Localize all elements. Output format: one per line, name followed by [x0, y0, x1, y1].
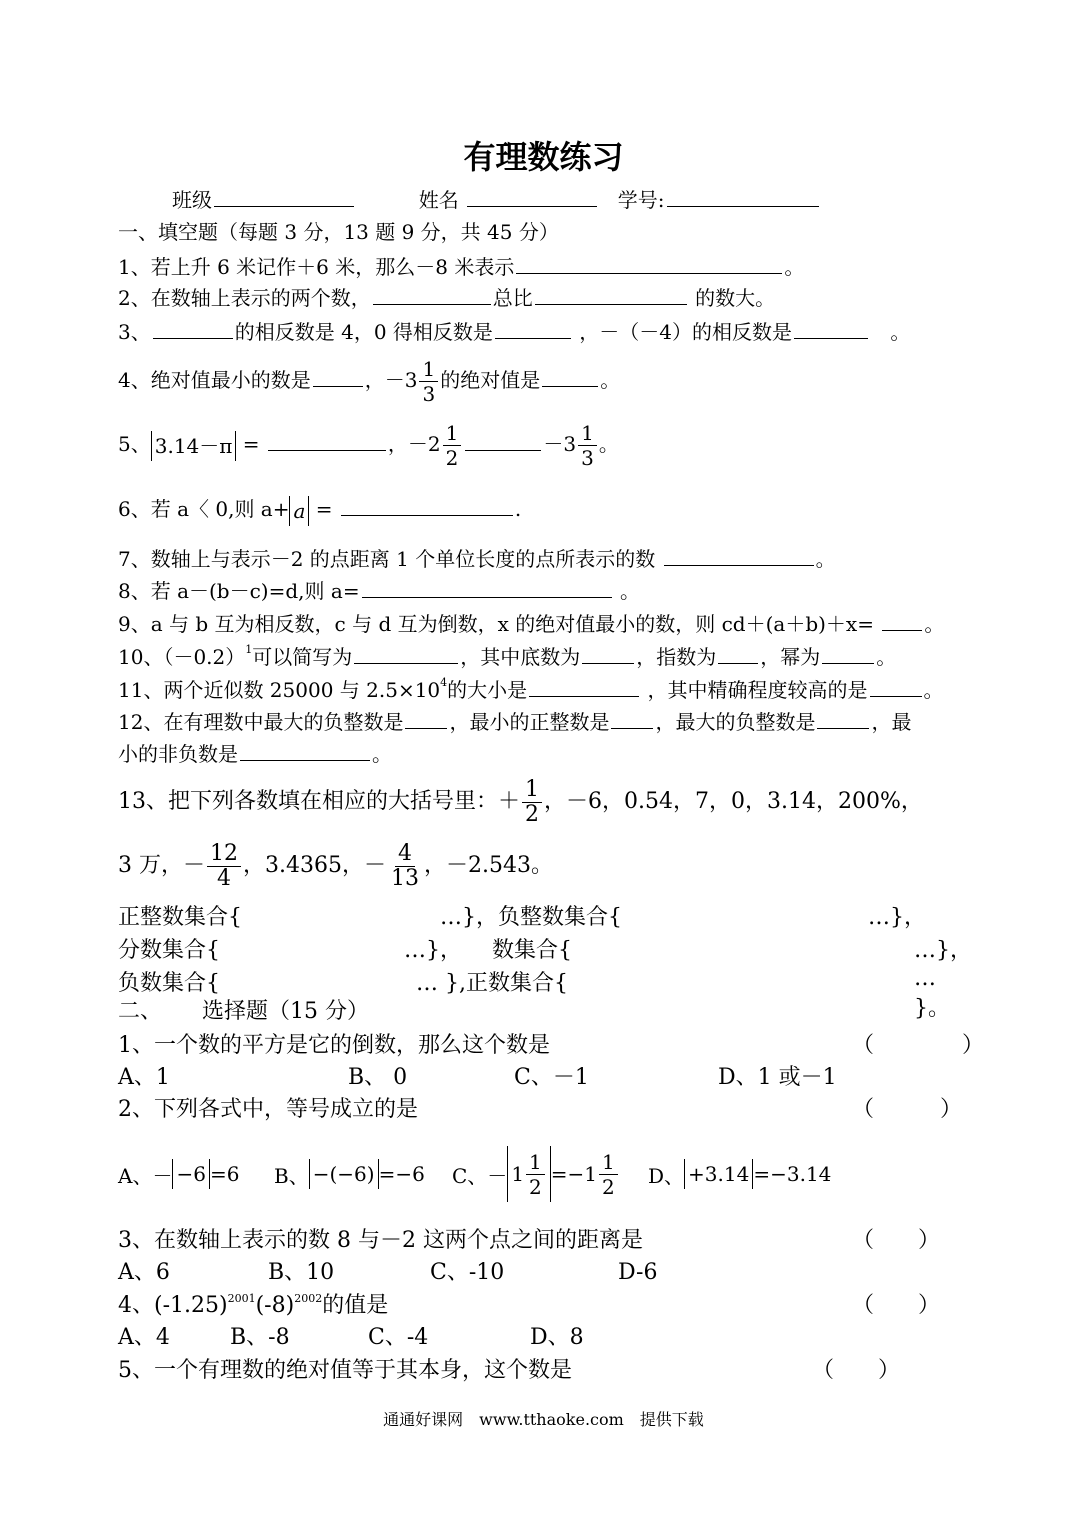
number-set[interactable]: 数集合{	[492, 938, 572, 963]
answer-blank[interactable]	[535, 284, 687, 305]
absolute-value: 3.14－π	[151, 431, 237, 461]
choice-2-options	[118, 1144, 858, 1204]
fraction: $\frac{1}{2}$	[443, 421, 462, 470]
class-blank[interactable]	[214, 186, 354, 207]
fraction: $\frac{1}{2}$	[522, 778, 542, 827]
answer-paren[interactable]: （ ）	[852, 1033, 985, 1058]
set-row-3: 负数集合{ … },正数集合{ … }。	[118, 966, 950, 1021]
fraction: $\frac{1}{3}$	[578, 421, 597, 470]
page-title: 有理数练习	[463, 138, 624, 176]
absolute-value: 1 $\frac{1}{2}$	[507, 1146, 550, 1202]
option-d[interactable]: D、8	[530, 1325, 584, 1350]
option-a[interactable]: A、－ −6 =6	[118, 1144, 239, 1204]
name-label: 姓名	[418, 188, 459, 212]
answer-blank[interactable]	[822, 643, 874, 664]
answer-paren[interactable]: （ ）	[812, 1358, 901, 1383]
answer-blank[interactable]	[664, 545, 814, 566]
option-b[interactable]: B、-8	[230, 1325, 290, 1350]
option-a[interactable]: A、6	[118, 1260, 170, 1285]
fraction: $\frac{1}{3}$	[419, 357, 438, 406]
option-c[interactable]: C、-4	[368, 1325, 429, 1350]
answer-blank[interactable]	[405, 708, 447, 729]
option-c[interactable]: C、-10	[430, 1260, 505, 1285]
question-5: 5、 3.14－π = ，－2 $\frac{1}{2}$ －3 $\frac{1}{3}$ 。	[118, 421, 619, 470]
answer-blank[interactable]	[817, 708, 869, 729]
option-d[interactable]: D、 +3.14 =−3.14	[648, 1144, 831, 1204]
name-blank[interactable]	[467, 186, 597, 207]
answer-paren[interactable]: （ ）	[852, 1293, 941, 1318]
question-1: 1、若上升 6 米记作＋6 米，那么－8 米表示 。	[118, 255, 805, 279]
answer-blank[interactable]	[373, 284, 491, 305]
option-b[interactable]: B、 0	[348, 1065, 408, 1090]
answer-blank[interactable]	[582, 643, 634, 664]
choice-1: 1、一个数的平方是它的倒数，那么这个数是	[118, 1033, 550, 1058]
option-c[interactable]: C、－ 1 $\frac{1}{2}$ =−1 $\frac{1}{2}$	[452, 1144, 620, 1204]
option-b[interactable]: B、10	[268, 1260, 335, 1285]
choice-3: 3、在数轴上表示的数 8 与－2 这两个点之间的距离是	[118, 1228, 643, 1253]
option-d[interactable]: D、1 或－1	[718, 1065, 837, 1090]
option-d[interactable]: D-6	[618, 1260, 658, 1285]
question-9: 9、a 与 b 互为相反数，c 与 d 互为倒数，x 的绝对值最小的数，则 cd＋(a＋b)＋x= 。	[118, 612, 945, 636]
question-6: 6、若 a〈 0,则 a+ a = .	[118, 492, 521, 526]
absolute-value: a	[289, 496, 309, 526]
choice-3-options	[118, 1259, 818, 1287]
option-b[interactable]: B、 −(−6) =−6	[274, 1144, 425, 1204]
question-12-cont: 小的非负数是 。	[118, 742, 392, 766]
answer-blank[interactable]	[882, 610, 922, 631]
answer-blank[interactable]	[718, 643, 758, 664]
answer-blank[interactable]	[354, 643, 458, 664]
id-blank[interactable]	[667, 186, 819, 207]
answer-blank[interactable]	[153, 318, 233, 339]
negative-set[interactable]: 负数集合{	[118, 971, 220, 996]
answer-blank[interactable]	[529, 676, 639, 697]
question-12: 12、在有理数中最大的负整数是 ，最小的正整数是 ，最大的负整数是 ，最	[118, 710, 912, 734]
section-one-heading: 一、填空题（每题 3 分，13 题 9 分，共 45 分）	[118, 220, 559, 244]
section-two-heading: 二、 选择题（15 分）	[118, 999, 370, 1024]
question-4: 4、绝对值最小的数是 ，－3 $\frac{1}{3}$ 的绝对值是 。	[118, 357, 621, 406]
question-2: 2、在数轴上表示的两个数， 总比 的数大。	[118, 286, 776, 310]
page-footer: 通通好课网 www.tthaoke.com 提供下载	[383, 1410, 704, 1429]
set-row-1: 正整数集合{ …}，负整数集合{ …}，	[118, 900, 968, 930]
choice-4-options	[118, 1324, 718, 1352]
question-7: 7、数轴上与表示－2 的点距离 1 个单位长度的点所表示的数 。	[118, 547, 836, 571]
question-13: 13、把下列各数填在相应的大括号里：＋ $\frac{1}{2}$ ，－6，0.54，7，0，3.14，200%，	[118, 776, 923, 827]
class-label: 班级	[172, 188, 212, 212]
compare-blank[interactable]	[465, 430, 541, 451]
set-row-2: 分数集合{ …}， 数集合{ …}，	[118, 933, 978, 963]
option-c[interactable]: C、－1	[514, 1065, 589, 1090]
fraction-set[interactable]: 分数集合{	[118, 938, 220, 963]
fraction: $\frac{12}{4}$	[207, 842, 241, 891]
answer-blank[interactable]	[341, 495, 513, 516]
question-8: 8、若 a－(b－c)=d,则 a= 。	[118, 579, 640, 603]
id-label: 学号:	[617, 188, 665, 212]
answer-paren[interactable]: （ ）	[852, 1228, 941, 1253]
option-a[interactable]: A、4	[118, 1325, 170, 1350]
question-3: 3、 的相反数是 4，0 得相反数是 ，－（－4）的相反数是 。	[118, 320, 911, 344]
positive-integer-set[interactable]: 正整数集合{	[118, 905, 242, 930]
answer-blank[interactable]	[362, 577, 612, 598]
fraction: $\frac{4}{13}$	[390, 840, 419, 891]
option-a[interactable]: A、1	[118, 1065, 170, 1090]
choice-4: 4、$(-1.25)^{2001}(-8)^{2002}$的值是	[118, 1292, 389, 1318]
student-info-line	[172, 186, 821, 214]
question-13-cont: 3 万，－ $\frac{12}{4}$ ，3.4365，－ $\frac{4}{13}$ ，－2.543。	[118, 840, 553, 891]
choice-1-options	[118, 1064, 918, 1092]
answer-blank[interactable]	[542, 366, 598, 387]
answer-blank[interactable]	[495, 318, 571, 339]
answer-blank[interactable]	[240, 740, 370, 761]
answer-blank[interactable]	[611, 708, 653, 729]
choice-5: 5、一个有理数的绝对值等于其本身，这个数是	[118, 1358, 572, 1383]
question-11: 11、两个近似数 25000 与 $2.5\times 10^4$的大小是 ，其中精确程度较高的是 。	[118, 676, 944, 702]
question-10: 10、$(-0.2)^1$可以简写为 ，其中底数为 ，指数为 ，幂为 。	[118, 643, 897, 669]
choice-2: 2、下列各式中，等号成立的是	[118, 1097, 418, 1122]
answer-blank[interactable]	[313, 366, 363, 387]
answer-blank[interactable]	[516, 253, 782, 274]
answer-blank[interactable]	[870, 676, 922, 697]
answer-blank[interactable]	[268, 430, 386, 451]
answer-paren[interactable]: （ ）	[852, 1097, 963, 1122]
answer-blank[interactable]	[794, 318, 868, 339]
